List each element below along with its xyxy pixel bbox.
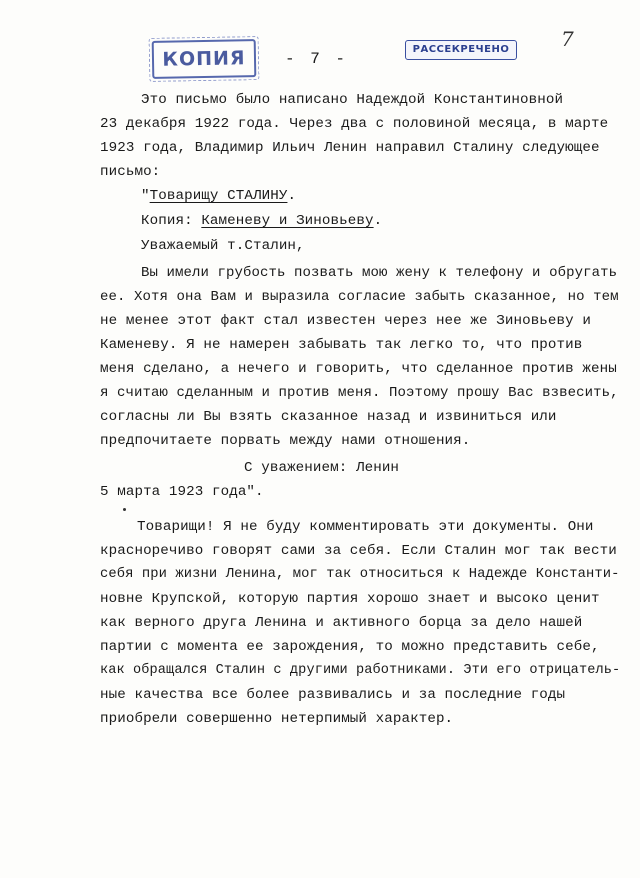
commentary-line: ные качества все более развивались и за последние годы xyxy=(100,687,566,703)
ink-speck xyxy=(123,508,126,511)
copy-period: . xyxy=(373,213,383,229)
commentary-line: как обращался Сталин с другими работниками. Эти его отрицатель- xyxy=(100,663,621,678)
letter-salutation: Уважаемый т.Сталин, xyxy=(141,238,305,254)
letter-copy-line xyxy=(141,213,382,229)
intro-line: 1923 года, Владимир Ильич Ленин направил Сталину следующее xyxy=(100,140,600,156)
letter-body-line: Вы имели грубость позвать мою жену к телефону и обругать xyxy=(141,265,618,281)
letter-body-line: ее. Хотя она Вам и выразила согласие забыть сказанное, но тем xyxy=(100,289,619,305)
letter-date: 5 марта 1923 года". xyxy=(100,484,264,500)
commentary-line: партии с момента ее зарождения, то можно представить себе, xyxy=(100,639,600,655)
intro-line: Это письмо было написано Надеждой Константиновной xyxy=(141,92,564,108)
commentary-line: красноречиво говорят сами за себя. Если Сталин мог так вести xyxy=(100,543,617,559)
copy-stamp-text: КОПИЯ xyxy=(162,47,246,71)
letter-signature: С уважением: Ленин xyxy=(244,460,400,476)
archive-page-number: 7 xyxy=(561,27,574,51)
copy-stamp xyxy=(152,39,257,79)
page-number: - 7 - xyxy=(285,50,349,68)
letter-body-line: Каменеву. Я не намерен забывать так легко то, что против xyxy=(100,337,583,353)
letter-addressee xyxy=(141,188,296,204)
addressee-open-quote: " xyxy=(141,188,150,204)
intro-line: 23 декабря 1922 года. Через два с половиной месяца, в марте xyxy=(100,116,609,132)
commentary-line: новне Крупской, которую партия хорошо знает и высоко ценит xyxy=(100,591,600,607)
letter-body-line: согласны ли Вы взять сказанное назад и извиниться или xyxy=(100,409,557,425)
intro-line: письмо: xyxy=(100,164,161,180)
commentary-line: себя при жизни Ленина, мог так относиться к Надежде Константи- xyxy=(100,567,620,582)
copy-label: Копия: xyxy=(141,213,202,229)
declassified-stamp-text: РАССЕКРЕЧЕНО xyxy=(412,44,510,55)
commentary-line: Товарищи! Я не буду комментировать эти документы. Они xyxy=(137,519,594,535)
copy-recipients: Каменеву и Зиновьеву xyxy=(201,213,374,229)
letter-body-line: я считаю сделанным и против меня. Поэтому прошу Вас взвесить, xyxy=(100,385,619,401)
addressee-period: . xyxy=(287,188,297,204)
addressee-name: Товарищу СТАЛИНУ xyxy=(149,188,288,204)
letter-body-line: не менее этот факт стал известен через нее же Зиновьеву и xyxy=(100,313,591,329)
commentary-line: как верного друга Ленина и активного борца за дело нашей xyxy=(100,615,583,631)
commentary-line: приобрели совершенно нетерпимый характер. xyxy=(100,711,454,727)
declassified-stamp xyxy=(405,40,517,60)
letter-body-line: предпочитаете порвать между нами отношения. xyxy=(100,433,471,449)
letter-body-line: меня сделано, а нечего и говорить, что сделанное против жены xyxy=(100,361,617,377)
